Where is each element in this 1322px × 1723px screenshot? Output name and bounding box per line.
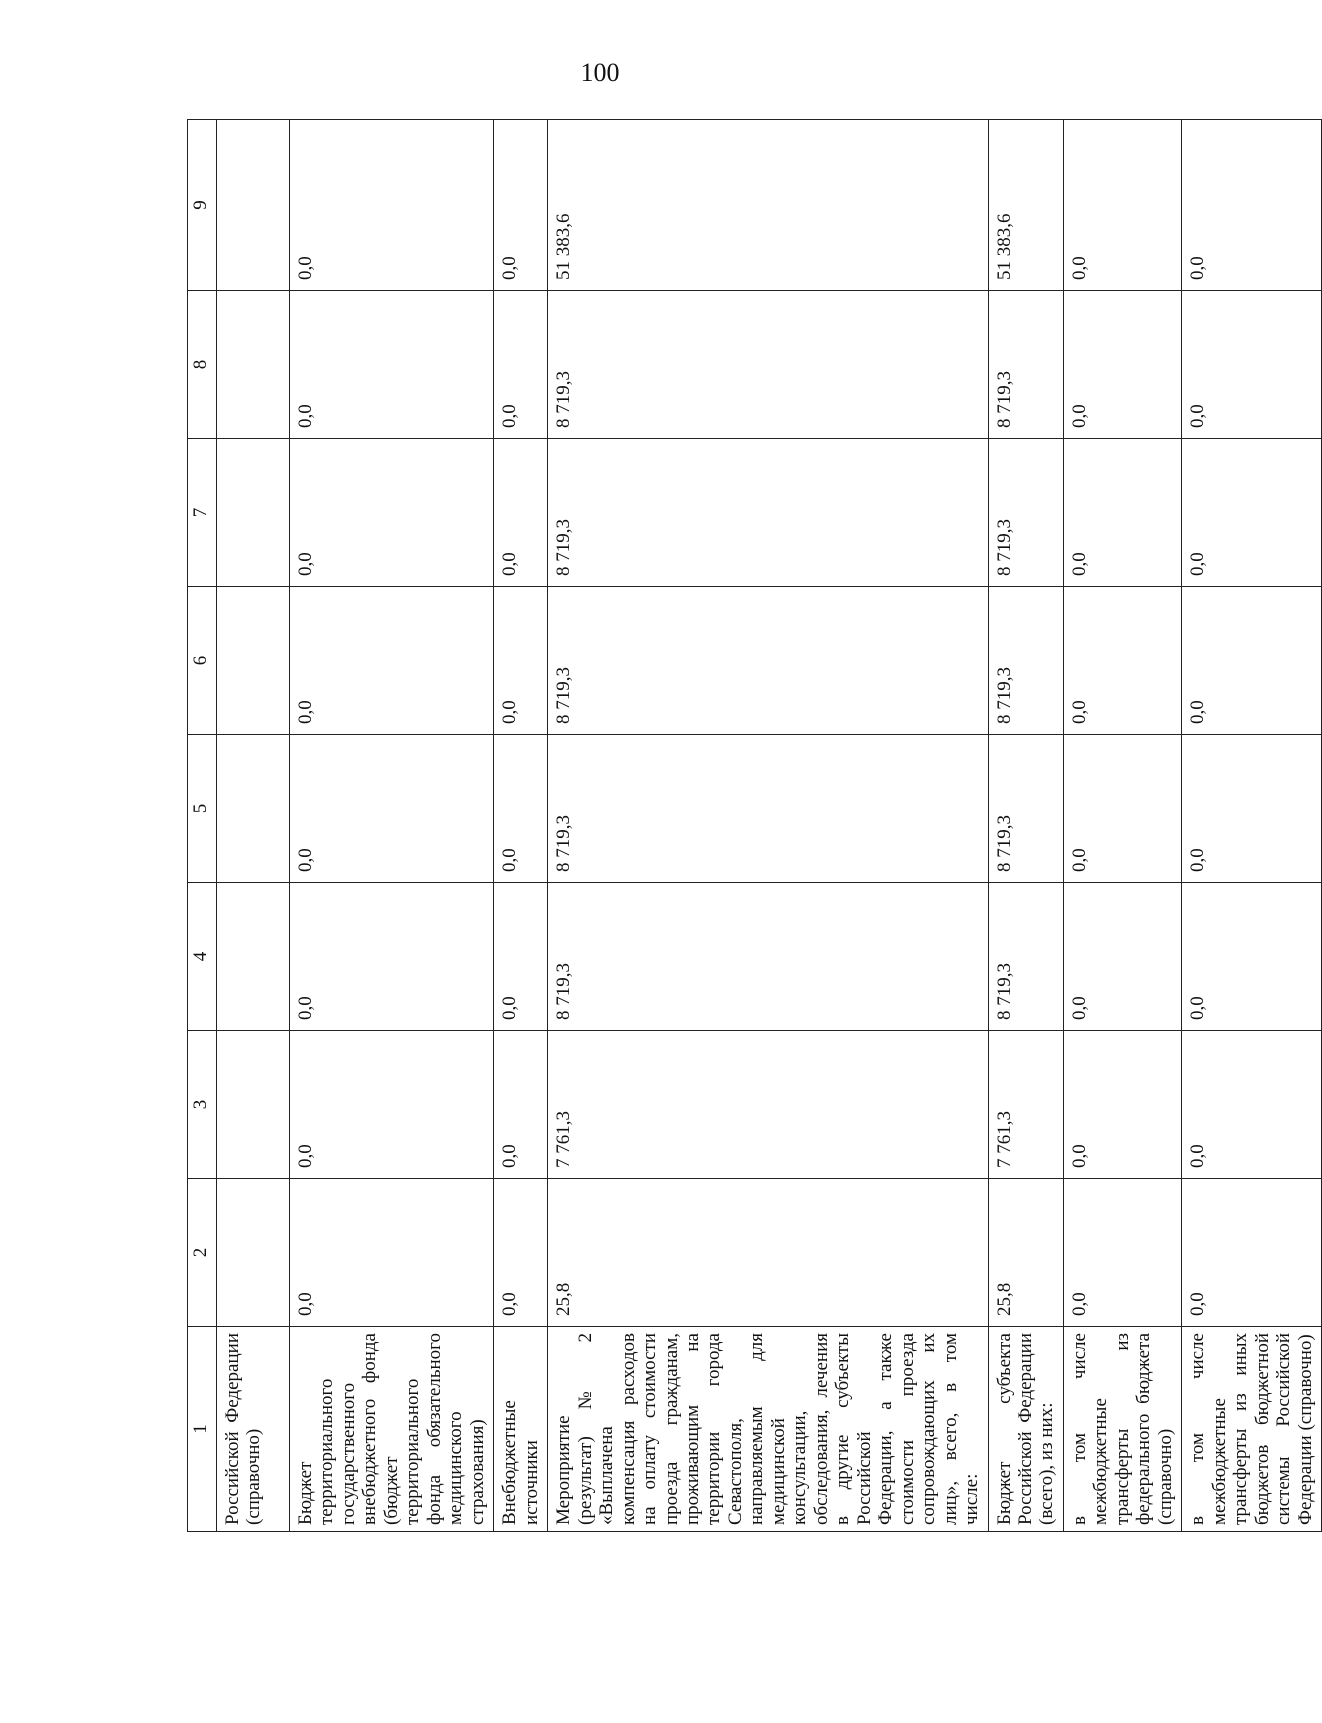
cell-value: 0,0 — [494, 120, 548, 291]
table-row — [494, 120, 548, 1532]
cell-value: 0,0 — [494, 1031, 548, 1179]
budget-table-rotated — [187, 120, 1316, 1532]
cell-value: 0,0 — [290, 1031, 494, 1179]
cell-value — [217, 120, 290, 291]
column-header: 4 — [188, 883, 217, 1031]
cell-value: 0,0 — [290, 120, 494, 291]
cell-value: 0,0 — [1063, 120, 1181, 291]
row-label: Российской Федерации (справочно) — [217, 1327, 290, 1532]
cell-value: 8 719,3 — [548, 587, 988, 735]
cell-value: 0,0 — [1182, 120, 1322, 291]
cell-value: 8 719,3 — [548, 883, 988, 1031]
cell-value: 0,0 — [1063, 735, 1181, 883]
cell-value: 8 719,3 — [988, 735, 1063, 883]
row-label: Бюджет территориального государственного внебюджетного фонда (бюджет территориального фонда обязательного медицинского страхования) — [290, 1327, 494, 1532]
column-header: 2 — [188, 1179, 217, 1327]
cell-value: 7 761,3 — [988, 1031, 1063, 1179]
cell-value: 0,0 — [494, 439, 548, 587]
cell-value — [217, 883, 290, 1031]
table-row — [988, 120, 1063, 1532]
row-label: Мероприятие (результат) № 2 «Выплачена компенсация расходов на оплату стоимости проезда гражданам, проживающим на территории города Севастополя, направляемым для медицинской консультации, обследования, лечения в другие субъекты Российской Федерации, а также стоимости проезда сопровождающих их лиц», всего, в том числе: — [548, 1327, 988, 1532]
table-row — [1182, 120, 1322, 1532]
cell-value: 0,0 — [290, 587, 494, 735]
cell-value: 25,8 — [988, 1179, 1063, 1327]
cell-value: 8 719,3 — [548, 439, 988, 587]
cell-value: 0,0 — [1182, 883, 1322, 1031]
column-header: 5 — [188, 735, 217, 883]
cell-value: 0,0 — [1063, 1031, 1181, 1179]
cell-value: 0,0 — [1063, 1179, 1181, 1327]
cell-value: 51 383,6 — [988, 120, 1063, 291]
cell-value: 8 719,3 — [988, 291, 1063, 439]
cell-value — [217, 1179, 290, 1327]
cell-value: 0,0 — [290, 883, 494, 1031]
cell-value: 0,0 — [290, 439, 494, 587]
cell-value: 0,0 — [494, 735, 548, 883]
table-row — [1063, 120, 1181, 1532]
cell-value — [217, 439, 290, 587]
row-label: в том числе межбюджетные трансферты из федерального бюджета (справочно) — [1063, 1327, 1181, 1532]
column-header: 3 — [188, 1031, 217, 1179]
column-header: 9 — [188, 120, 217, 291]
column-header: 6 — [188, 587, 217, 735]
table-row — [548, 120, 988, 1532]
cell-value: 0,0 — [494, 1179, 548, 1327]
column-header: 1 — [188, 1327, 217, 1532]
cell-value — [217, 735, 290, 883]
row-label: Бюджет субъекта Российской Федерации (всего), из них: — [988, 1327, 1063, 1532]
table-row — [217, 120, 290, 1532]
cell-value: 0,0 — [1182, 1179, 1322, 1327]
row-label: Внебюджетные источники — [494, 1327, 548, 1532]
cell-value: 8 719,3 — [548, 735, 988, 883]
cell-value: 0,0 — [1182, 439, 1322, 587]
page-number: 100 — [580, 58, 620, 87]
cell-value: 0,0 — [1063, 439, 1181, 587]
cell-value — [217, 291, 290, 439]
cell-value: 0,0 — [290, 291, 494, 439]
column-header: 7 — [188, 439, 217, 587]
cell-value: 8 719,3 — [988, 439, 1063, 587]
table-row — [290, 120, 494, 1532]
cell-value: 0,0 — [290, 1179, 494, 1327]
column-header: 8 — [188, 291, 217, 439]
cell-value: 0,0 — [1182, 291, 1322, 439]
cell-value: 0,0 — [1182, 587, 1322, 735]
cell-value: 0,0 — [494, 883, 548, 1031]
cell-value: 0,0 — [494, 291, 548, 439]
cell-value: 0,0 — [494, 587, 548, 735]
cell-value: 0,0 — [1063, 291, 1181, 439]
table-header-row — [188, 120, 217, 1532]
cell-value: 25,8 — [548, 1179, 988, 1327]
cell-value — [217, 1031, 290, 1179]
cell-value — [217, 587, 290, 735]
cell-value: 0,0 — [1182, 1031, 1322, 1179]
cell-value: 0,0 — [1063, 883, 1181, 1031]
cell-value: 8 719,3 — [988, 587, 1063, 735]
cell-value: 0,0 — [290, 735, 494, 883]
cell-value: 7 761,3 — [548, 1031, 988, 1179]
cell-value: 0,0 — [1182, 735, 1322, 883]
budget-table — [187, 119, 1322, 1532]
cell-value: 8 719,3 — [988, 883, 1063, 1031]
cell-value: 8 719,3 — [548, 291, 988, 439]
cell-value: 51 383,6 — [548, 120, 988, 291]
row-label: в том числе межбюджетные трансферты из иных бюджетов бюджетной системы Российской Федерации (справочно) — [1182, 1327, 1322, 1532]
cell-value: 0,0 — [1063, 587, 1181, 735]
